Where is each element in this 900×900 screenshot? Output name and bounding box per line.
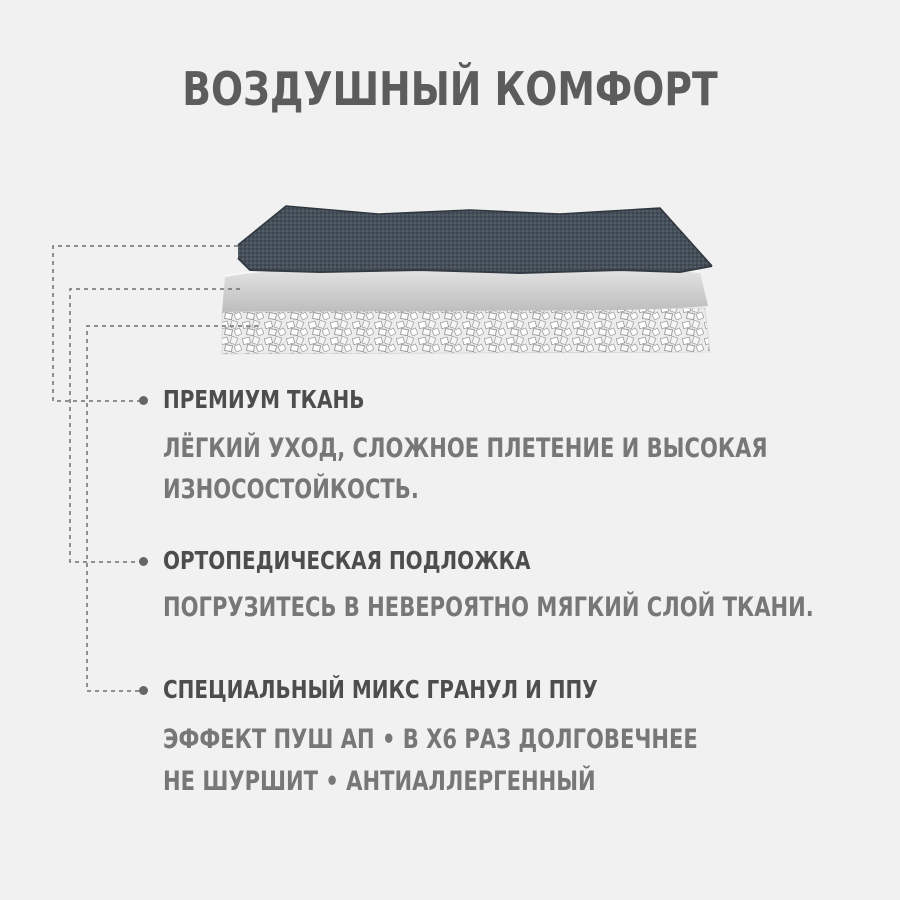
granules-layer <box>222 308 710 354</box>
feature-desc-granules-line2: НЕ ШУРШИТ • АНТИАЛЛЕРГЕННЫЙ <box>163 766 596 797</box>
feature-desc-fabric-line2: ИЗНОСОСТОЙКОСТЬ. <box>163 474 419 505</box>
feature-desc-fabric-line1: ЛЁГКИЙ УХОД, СЛОЖНОЕ ПЛЕТЕНИЕ И ВЫСОКАЯ <box>163 433 768 464</box>
bullet-icon <box>139 686 148 695</box>
feature-title-fabric: ПРЕМИУМ ТКАНЬ <box>163 385 365 414</box>
fabric-layer <box>238 206 712 273</box>
feature-title-granules: СПЕЦИАЛЬНЫЙ МИКС ГРАНУЛ И ППУ <box>163 675 598 704</box>
feature-desc-pad-line1: ПОГРУЗИТЕСЬ В НЕВЕРОЯТНО МЯГКИЙ СЛОЙ ТКАНИ. <box>163 592 814 623</box>
bullet-icon <box>139 396 148 405</box>
feature-desc-granules-line1: ЭФФЕКТ ПУШ АП • В Х6 РАЗ ДОЛГОВЕЧНЕЕ <box>163 724 698 755</box>
bullet-icon <box>139 557 148 566</box>
feature-title-pad: ОРТОПЕДИЧЕСКАЯ ПОДЛОЖКА <box>163 546 531 575</box>
page-title: ВОЗДУШНЫЙ КОМФОРТ <box>182 62 718 116</box>
